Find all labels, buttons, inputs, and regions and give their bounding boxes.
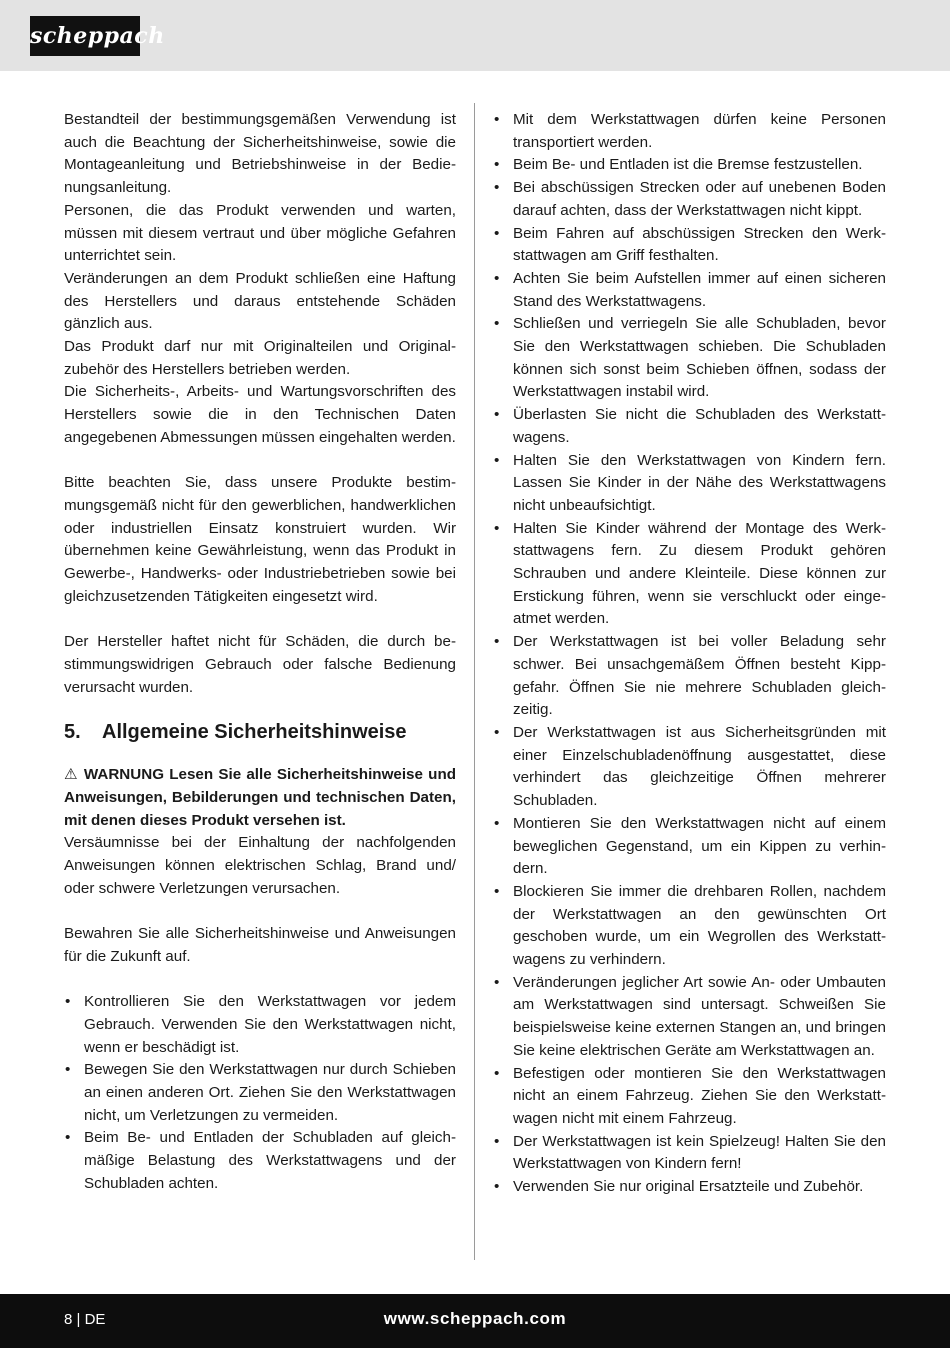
section-heading <box>64 719 456 745</box>
list-item: • Beim Fahren auf abschüssigen Strecken den Werkstattwagen am Griff festhalten. <box>493 223 886 268</box>
paragraph-personnel: Personen, die das Produkt verwenden und warten, müssen mit diesem vertraut und über mögliche Gefahren unterrichtet sein. <box>64 201 456 265</box>
paragraph-intended-use: Bestandteil der bestimmungsgemäßen Verwendung ist auch die Beachtung der Sicherheitshinweise, sowie die Montageanleitung und Betriebshinweise in der Bedienungsanleitung. <box>64 111 456 197</box>
list-item: • Beim Be- und Entladen ist die Bremse festzustellen. <box>493 154 886 177</box>
right-bullet-list <box>493 109 886 1199</box>
brand-logo: scheppach <box>30 16 140 56</box>
list-item: • Blockieren Sie immer die drehbaren Rollen, nachdem der Werkstattwagen an den gewünschten Ort geschoben wurde, um ein Wegrollen des Werkstattwagens zu verhindern. <box>493 881 886 972</box>
warning-triangle-icon: ⚠ <box>64 766 79 784</box>
list-item: • Mit dem Werkstattwagen dürfen keine Personen transportiert werden. <box>493 109 886 154</box>
section-title: Allgemeine Sicherheitshinweise <box>102 721 407 744</box>
list-item: • Montieren Sie den Werkstattwagen nicht auf einem beweglichen Gegenstand, um ein Kippen zu verhindern. <box>493 813 886 881</box>
paragraph-modifications: Veränderungen an dem Produkt schließen eine Haftung des Herstellers und daraus entstehende Schäden gänzlich aus. <box>64 269 456 333</box>
list-item: • Halten Sie Kinder während der Montage des Werkstattwagens fern. Zu diesem Produkt gehören Schrauben und andere Kleinteile. Diese können zur Erstickung führen, wenn sie verschluckt oder eingeatmet werden. <box>493 518 886 632</box>
paragraph-regulations: Die Sicherheits-, Arbeits- und Wartungsvorschriften des Herstellers sowie die in den Technischen Daten angegebenen Abmessungen müssen eingehalten werden. <box>64 383 456 446</box>
paragraph-original-parts: Das Produkt darf nur mit Originalteilen und Originalzubehör des Herstellers betrieben werden. <box>64 338 456 378</box>
list-item: • Bewegen Sie den Werkstattwagen nur durch Schieben an einen anderen Ort. Ziehen Sie den Werkstattwagen nicht, um Verletzungen zu vermeiden. <box>64 1059 456 1127</box>
page-footer <box>0 1294 950 1348</box>
right-column <box>493 109 886 1199</box>
list-item: • Befestigen oder montieren Sie den Werkstattwagen nicht an einem Fahrzeug. Ziehen Sie den Werkstattwagen nicht mit einem Fahrzeug. <box>493 1063 886 1131</box>
list-item: • Achten Sie beim Aufstellen immer auf einen sicheren Stand des Werkstattwagens. <box>493 268 886 313</box>
list-item: • Veränderungen jeglicher Art sowie An- oder Umbauten am Werkstattwagen sind untersagt. Schweißen Sie beispielsweise keine externen Stangen an, und bringen Sie keine elektrischen Geräte am Werkstattwagen an. <box>493 972 886 1063</box>
list-item: • Der Werkstattwagen ist kein Spielzeug! Halten Sie den Werkstattwagen von Kindern fern! <box>493 1131 886 1176</box>
list-item: • Halten Sie den Werkstattwagen von Kindern fern. Lassen Sie Kinder in der Nähe des Werkstattwagens nicht unbeaufsichtigt. <box>493 450 886 518</box>
paragraph-liability: Der Hersteller haftet nicht für Schäden, die durch bestimmungswidrigen Gebrauch oder falsche Bedienung verursacht wurden. <box>64 633 456 696</box>
list-item: • Beim Be- und Entladen der Schubladen auf gleichmäßige Belastung des Werkstattwagens und der Schubladen achten. <box>64 1127 456 1195</box>
page-header <box>0 0 950 71</box>
list-item: • Kontrollieren Sie den Werkstattwagen vor jedem Gebrauch. Verwenden Sie den Werkstattwagen nicht, wenn er beschädigt ist. <box>64 991 456 1059</box>
paragraph-failure-consequences: Versäumnisse bei der Einhaltung der nachfolgenden Anweisungen können elektrischen Schlag, Brand und/ oder schwere Verletzungen verursachen. <box>64 834 456 897</box>
list-item: • Verwenden Sie nur original Ersatzteile und Zubehör. <box>493 1176 886 1199</box>
paragraph-commercial-use: Bitte beachten Sie, dass unsere Produkte bestimmungsgemäß nicht für den gewerblichen, handwerklichen oder industriellen Einsatz konstruiert wurden. Wir übernehmen keine Gewährleistung, wenn das Produkt in Gewerbe-, Handwerks- oder Industriebetrieben sowie bei gleichzusetzenden Tätigkeiten eingesetzt wird. <box>64 474 456 605</box>
list-item: • Überlasten Sie nicht die Schubladen des Werkstattwagens. <box>493 404 886 449</box>
list-item: • Bei abschüssigen Strecken oder auf unebenen Boden darauf achten, dass der Werkstattwagen nicht kippt. <box>493 177 886 222</box>
warning-notice <box>64 764 456 832</box>
left-column <box>64 109 456 1196</box>
section-number: 5. <box>64 721 81 744</box>
paragraph-keep-instructions: Bewahren Sie alle Sicherheitshinweise und Anweisungen für die Zukunft auf. <box>64 925 456 965</box>
list-item: • Der Werkstattwagen ist aus Sicherheitsgründen mit einer Einzelschubladenöffnung ausgestattet, diese verhindert das gleichzeitige Öffnen mehrerer Schubladen. <box>493 722 886 813</box>
column-divider <box>474 103 475 1260</box>
list-item: • Schließen und verriegeln Sie alle Schubladen, bevor Sie den Werkstattwagen schieben. Die Schubladen können sich sonst beim Schieben öffnen, sodass der Werkstattwagen instabil wird. <box>493 313 886 404</box>
list-item: • Der Werkstattwagen ist bei voller Beladung sehr schwer. Bei unsachgemäßem Öffnen besteht Kippgefahr. Öffnen Sie nie mehrere Schubladen gleichzeitig. <box>493 631 886 722</box>
page-number: 8 | DE <box>64 1311 106 1328</box>
website-link[interactable]: www.scheppach.com <box>383 1309 567 1328</box>
warning-text: WARNUNG Lesen Sie alle Sicherheitshinweise und Anweisungen, Bebilderungen und technischen Daten, mit denen dieses Produkt versehen ist. <box>64 766 456 829</box>
left-bullet-list <box>64 991 456 1195</box>
